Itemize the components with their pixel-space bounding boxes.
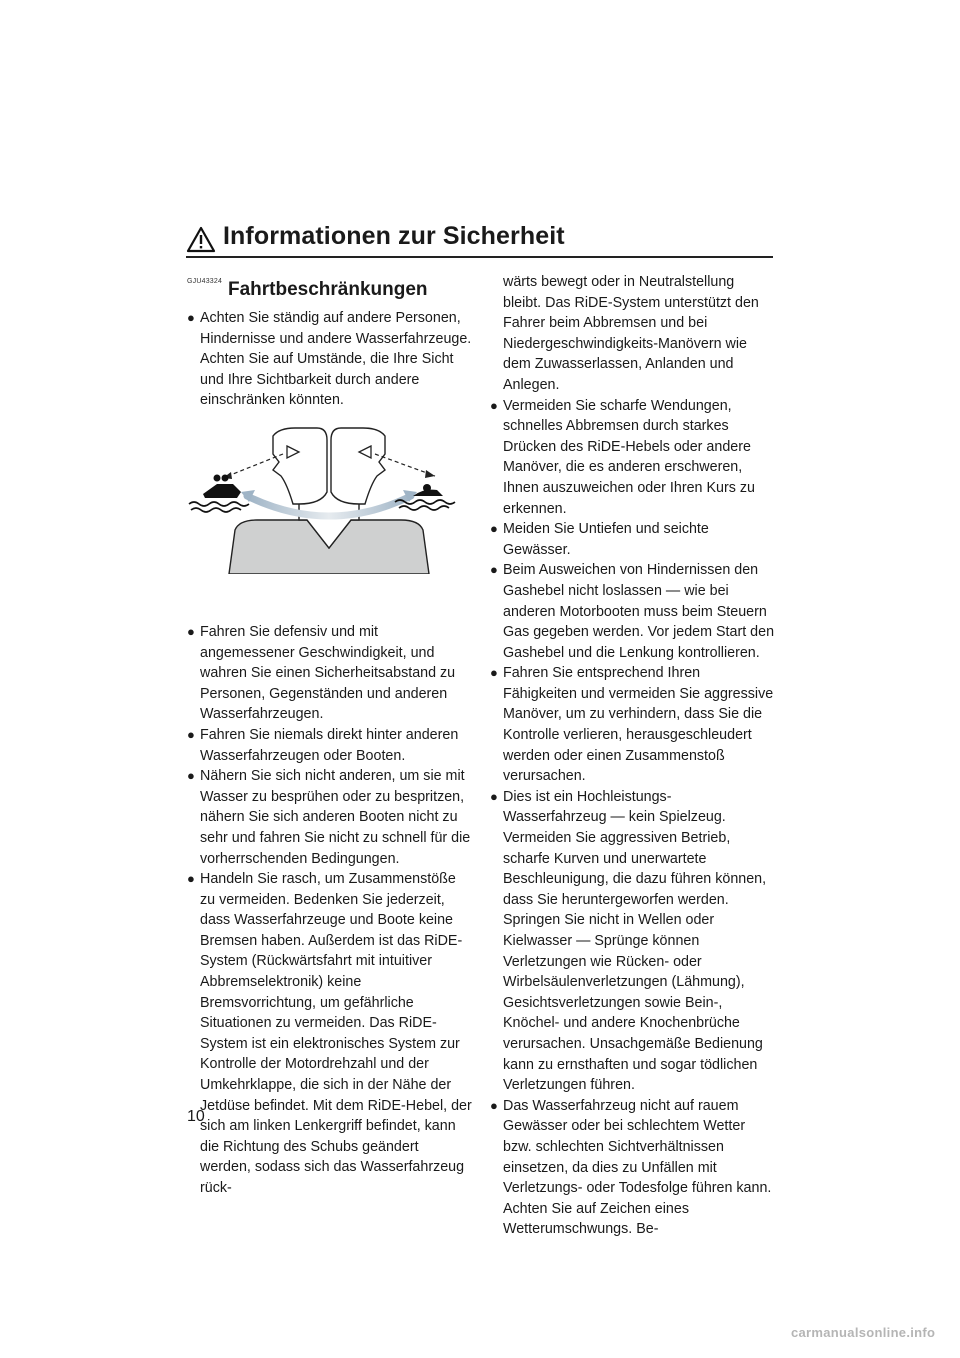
- bullet-icon: ●: [490, 397, 498, 413]
- visibility-illustration: [187, 424, 472, 574]
- bullet-item: ● Achten Sie ständig auf andere Personen, Hindernisse und andere Wasserfahrzeuge. Achten Sie auf Umstände, die Ihre Sicht und Ihre Sichtbarkeit durch andere einschränken könnten.: [187, 310, 472, 409]
- bullet-list-bottom: [187, 622, 472, 1199]
- bullet-item: ● Das Wasserfahrzeug nicht auf rauem Gewässer oder bei schlechtem Wetter bzw. schlechten Sichtverhältnissen einsetzen, da dies zu Unfällen mit Verletzungs- oder Todesfolge führen kann. Achten Sie auf Zeichen eines Wetterumschwungs. Be-: [490, 1097, 772, 1238]
- left-column: [187, 272, 472, 1199]
- bullet-icon: ●: [187, 726, 195, 742]
- bullet-list-right: [490, 396, 775, 1240]
- section-code: GJU43324: [187, 278, 223, 285]
- bullet-icon: ●: [490, 665, 498, 681]
- bullet-item: ● Handeln Sie rasch, um Zusammenstöße zu vermeiden. Bedenken Sie jederzeit, dass Wasserfahrzeuge und Boote keine Bremsen haben. Außerdem ist das RiDE-System (Rückwärtsfahrt mit intuitiver Abbremselektronik) keine Bremsvorrichtung, um gefährliche Situationen zu vermeiden. Das RiDE-System ist ein elektronisches System zur Kontrolle der Motordrehzahl und der Umkehrklappe, die sich in der Nähe der Jetdüse befindet. Mit dem RiDE-Hebel, der sich am linken Lenkergriff befindet, kann die Richtung des Schubs geändert werden, sodass sich das Wasserfahrzeug rück-: [187, 871, 472, 1196]
- page-title: Informationen zur Sicherheit: [223, 222, 565, 250]
- bullet-icon: ●: [490, 1097, 498, 1113]
- bullet-item: ● Fahren Sie niemals direkt hinter anderen Wasserfahrzeugen oder Booten.: [187, 726, 459, 764]
- bullet-icon: ●: [490, 562, 498, 578]
- bullet-icon: ●: [490, 521, 498, 537]
- bullet-icon: ●: [187, 310, 195, 325]
- warning-triangle-icon: [186, 226, 216, 253]
- bullet-list-top: [187, 308, 472, 411]
- watermark: carmanualsonline.info: [791, 1325, 936, 1340]
- bullet-item: ● Vermeiden Sie scharfe Wendungen, schnelles Abbremsen durch starkes Drücken des RiDE-Hebels oder andere Manöver, die es anderen erschweren, Ihnen auszuweichen oder Ihren Kurs zu erkennen.: [490, 397, 755, 517]
- bullet-icon: ●: [187, 623, 195, 639]
- section-title: Fahrtbeschränkungen: [228, 279, 428, 300]
- bullet-icon: ●: [187, 871, 195, 887]
- right-column: [490, 272, 775, 1240]
- bullet-item: ● Meiden Sie Untiefen und seichte Gewässer.: [490, 521, 709, 558]
- continued-text: wärts bewegt oder in Neutralstellung bleibt. Das RiDE-System unterstützt den Fahrer beim Abbremsen und bei Niedergeschwindigkeits-Manövern wie dem Zuwasserlassen, Anlanden und Anlegen.: [503, 274, 759, 393]
- bullet-item: ● Beim Ausweichen von Hindernissen den Gashebel nicht loslassen — wie bei anderen Motorbooten muss beim Steuern Gas gegeben werden. Vor jedem Start den Gashebel und die Lenkung kontrollieren.: [490, 562, 775, 661]
- page-number: 10: [187, 1108, 205, 1125]
- bullet-item: ● Fahren Sie entsprechend Ihren Fähigkeiten und vermeiden Sie aggressive Manöver, um zu verhindern, dass Sie die Kontrolle verlieren, herausgeschleudert werden oder einen Zusammenstoß verursachen.: [490, 665, 774, 785]
- bullet-item: ● Fahren Sie defensiv und mit angemessener Geschwindigkeit, und wahren Sie einen Sicherheitsabstand zu Personen, Gegenständen und anderen Wasserfahrzeugen.: [187, 623, 456, 723]
- bullet-icon: ●: [490, 788, 498, 804]
- page-header: [186, 222, 773, 258]
- bullet-icon: ●: [187, 768, 195, 784]
- bullet-item: ● Nähern Sie sich nicht anderen, um sie mit Wasser zu besprühen oder zu bespritzen, nähern Sie sich anderen Booten nicht zu sehr und fahren Sie nicht zu schnell für die vorherrschenden Bedingungen.: [187, 768, 471, 867]
- bullet-item: ● Dies ist ein Hochleistungs-Wasserfahrzeug — kein Spielzeug. Vermeiden Sie aggressiven Betrieb, scharfe Kurven und unerwartete Beschleunigung, die dazu führen können, dass Sie heruntergeworfen werden. Springen Sie nicht in Wellen oder Kielwasser — Sprünge können Verletzungen wie Rücken- oder Wirbelsäulenverletzungen (Lähmung), Gesichtsverletzungen sowie Bein-, Knöchel- und andere Knochenbrüche verursachen. Unsachgemäße Bedienung kann zu ernsthaften und sogar tödlichen Verletzungen führen.: [490, 788, 767, 1094]
